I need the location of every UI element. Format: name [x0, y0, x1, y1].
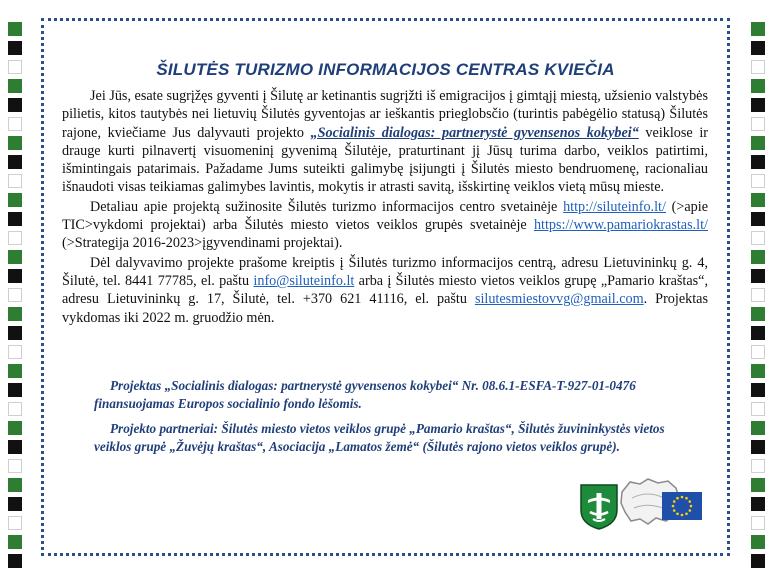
checker-square — [8, 117, 22, 131]
eu-star-icon — [688, 500, 691, 503]
eu-star-icon — [690, 505, 693, 508]
eu-star-icon — [673, 500, 676, 503]
coat-of-arms-icon — [580, 484, 618, 530]
checker-square — [8, 554, 22, 568]
checker-square — [8, 41, 22, 55]
checker-square — [751, 117, 765, 131]
checker-square — [8, 364, 22, 378]
checker-square — [8, 250, 22, 264]
checker-square — [751, 402, 765, 416]
checker-square — [751, 554, 765, 568]
checker-square — [8, 193, 22, 207]
paragraph-invitation: Jei Jūs, esate sugrįžęs gyventi į Šilutę ar ketinantis sugrįžti iš emigracijos į gimtąjį miestą, užsienio valstybės pilietis, kitos tautybės nei lietuvių Šilutės gyventojas ar ieškantis prieglobsčio (turintis pabėgėlio statusą) Šilutės rajone, kviečiame Jus dalyvauti projekto „Socialinis dialogas: partnerystė gyvensenos kokybei“ veiklose ir drauge kurti pilnavertį visuomeninį gyvenimą Šilutėje, praturtinant jį Jūsų turima darbo, veiklos patirtimi, išmintingais patarimais. Pažadame Jums suteikti galimybę įsijungti į Šilutės miesto bendruomenę, racionaliau išnaudoti visas teikiamas galimybes lavintis, mokytis ir atrasti savitą, išskirtinę veiklos vietą mūsų mieste. — [62, 88, 708, 196]
siluteinfo-link[interactable]: http://siluteinfo.lt/ — [563, 198, 666, 215]
checker-square — [8, 516, 22, 530]
checker-square — [751, 516, 765, 530]
checker-square — [8, 535, 22, 549]
eu-star-icon — [681, 496, 684, 499]
checker-square — [8, 497, 22, 511]
pamariokrastas-link[interactable]: https://www.pamariokrastas.lt/ — [533, 217, 708, 234]
checker-square — [751, 212, 765, 226]
checker-square — [8, 383, 22, 397]
info-email-link[interactable]: info@siluteinfo.lt — [253, 272, 355, 289]
eu-star-icon — [676, 497, 679, 500]
checker-square — [8, 174, 22, 188]
checker-square — [8, 155, 22, 169]
checker-square — [8, 231, 22, 245]
checker-square — [8, 421, 22, 435]
checker-square — [8, 402, 22, 416]
eu-star-icon — [673, 509, 676, 512]
checker-square — [751, 326, 765, 340]
funding-section — [94, 377, 704, 456]
eu-star-icon — [672, 505, 675, 508]
checker-square — [751, 440, 765, 454]
checker-square — [751, 193, 765, 207]
vvg-email-link[interactable]: silutesmiestovvg@gmail.com — [474, 291, 644, 308]
body-text — [62, 87, 708, 327]
checker-square — [8, 136, 22, 150]
checker-square — [751, 288, 765, 302]
funding-note: Projektas „Socialinis dialogas: partnerystė gyvensenos kokybei“ Nr. 08.6.1-ESFA-T-927-01-0476 finansuojamas Europos socialinio fondo lėšomis. — [94, 378, 636, 411]
checker-square — [751, 345, 765, 359]
eu-star-icon — [685, 497, 688, 500]
checker-square — [8, 307, 22, 321]
checker-square — [751, 383, 765, 397]
paragraph-details: Detaliau apie projektą sužinosite Šilutės turizmo informacijos centro svetainėje http://siluteinfo.lt/ (>apie TIC>vykdomi projektai) arba Šilutės miesto vietos veiklos grupės svetainėje https://www.pamariokrastas.lt/ (>Strategija 2016-2023>įgyvendinami projektai). — [62, 198, 709, 252]
checker-square — [751, 41, 765, 55]
checker-square — [751, 98, 765, 112]
checker-square — [8, 459, 22, 473]
checker-square — [751, 250, 765, 264]
checker-square — [751, 136, 765, 150]
checker-square — [8, 440, 22, 454]
checker-square — [751, 60, 765, 74]
checker-square — [8, 79, 22, 93]
checker-square — [751, 478, 765, 492]
checker-square — [751, 155, 765, 169]
checker-square — [8, 288, 22, 302]
right-checker-strip — [751, 0, 765, 580]
checker-square — [751, 269, 765, 283]
checker-square — [751, 231, 765, 245]
page-title: ŠILUTĖS TURIZMO INFORMACIJOS CENTRAS KVIEČIA — [156, 60, 615, 79]
checker-square — [8, 326, 22, 340]
checker-square — [8, 212, 22, 226]
project-name: „Socialinis dialogas: partnerystė gyvensenos kokybei“ — [310, 124, 639, 141]
checker-square — [751, 535, 765, 549]
eu-star-icon — [685, 512, 688, 515]
checker-square — [751, 364, 765, 378]
checker-square — [751, 79, 765, 93]
checker-square — [8, 269, 22, 283]
checker-square — [751, 459, 765, 473]
checker-square — [751, 421, 765, 435]
eu-star-icon — [681, 514, 684, 517]
checker-square — [751, 174, 765, 188]
checker-square — [751, 22, 765, 36]
checker-square — [8, 345, 22, 359]
checker-square — [751, 307, 765, 321]
eu-star-icon — [688, 509, 691, 512]
partners-note: Projekto partneriai: Šilutės miesto vietos veiklos grupė „Pamario kraštas“, Šilutės žuvininkystės vietos veiklos grupė „Žuvėjų kraštas“, Asociacija „Lamatos žemė“ (Šilutės rajono vietos veiklos grupė). — [94, 421, 665, 454]
paragraph-contact: Dėl dalyvavimo projekte prašome kreiptis į Šilutės turizmo informacijos centrą, adresu Lietuvininkų g. 4, Šilutė, tel. 8441 77785, el. paštu info@siluteinfo.lt arba į Šilutės miesto vietos veiklos grupę „Pamario kraštas“, adresu Lietuvininkų g. 17, Šilutė, tel. +370 621 41116, el. paštu silutesmiestovvg@gmail.com. Projektas vykdomas iki 2022 m. gruodžio mėn. — [62, 254, 708, 326]
checker-square — [8, 60, 22, 74]
eu-flag-icon — [662, 492, 702, 520]
eu-star-icon — [676, 512, 679, 515]
checker-square — [8, 22, 22, 36]
left-checker-strip — [8, 0, 22, 580]
checker-square — [8, 98, 22, 112]
checker-square — [751, 497, 765, 511]
checker-square — [8, 478, 22, 492]
